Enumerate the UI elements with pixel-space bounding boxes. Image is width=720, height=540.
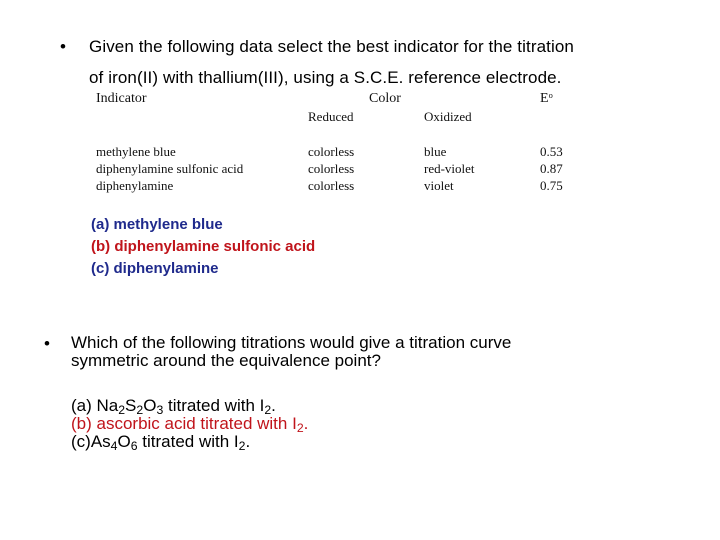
table-row-reduced: colorless xyxy=(308,161,355,176)
q1-option-b[interactable]: (b) diphenylamine sulfonic acid xyxy=(91,238,316,255)
table-row-indicator: methylene blue xyxy=(96,144,176,159)
table-row-potential: 0.75 xyxy=(540,178,563,193)
q2-option-b[interactable]: (b) ascorbic acid titrated with $I_2$. xyxy=(71,414,309,436)
question1-line2: of iron(II) with thallium(III), using a S.C.E. reference electrode. xyxy=(89,68,562,87)
table-row-oxidized: blue xyxy=(424,144,447,159)
question1-line1: Given the following data select the best indicator for the titration xyxy=(89,37,574,56)
question2-line2: symmetric around the equivalence point? xyxy=(71,351,381,370)
table-header-e: $E^o$ xyxy=(540,90,553,106)
table-subheader-oxidized: Oxidized xyxy=(424,109,472,124)
table-header-color: Color xyxy=(369,91,401,106)
table-row-oxidized: violet xyxy=(424,178,454,193)
table-subheader-reduced: Reduced xyxy=(308,109,354,124)
table-row-potential: 0.53 xyxy=(540,144,563,159)
table-header-indicator: Indicator xyxy=(96,91,147,106)
q2-option-a[interactable]: (a) $Na_2S_2O_3$ titrated with $I_2$. xyxy=(71,396,276,418)
table-row-reduced: colorless xyxy=(308,178,355,193)
table-row-indicator: diphenylamine xyxy=(96,178,174,193)
table-row-reduced: colorless xyxy=(308,144,355,159)
table-row-potential: 0.87 xyxy=(540,161,563,176)
q1-option-a[interactable]: (a) methylene blue xyxy=(91,216,223,233)
question2-line1: Which of the following titrations would give a titration curve xyxy=(71,333,512,352)
q2-option-c[interactable]: $(c)As_4O_6$ titrated with $I_2$. xyxy=(71,432,251,454)
bullet-q1: • xyxy=(60,37,66,56)
table-row-indicator: diphenylamine sulfonic acid xyxy=(96,161,244,176)
bullet-q2: • xyxy=(44,334,50,353)
q1-option-c[interactable]: (c) diphenylamine xyxy=(91,260,219,277)
table-row-oxidized: red-violet xyxy=(424,161,475,176)
